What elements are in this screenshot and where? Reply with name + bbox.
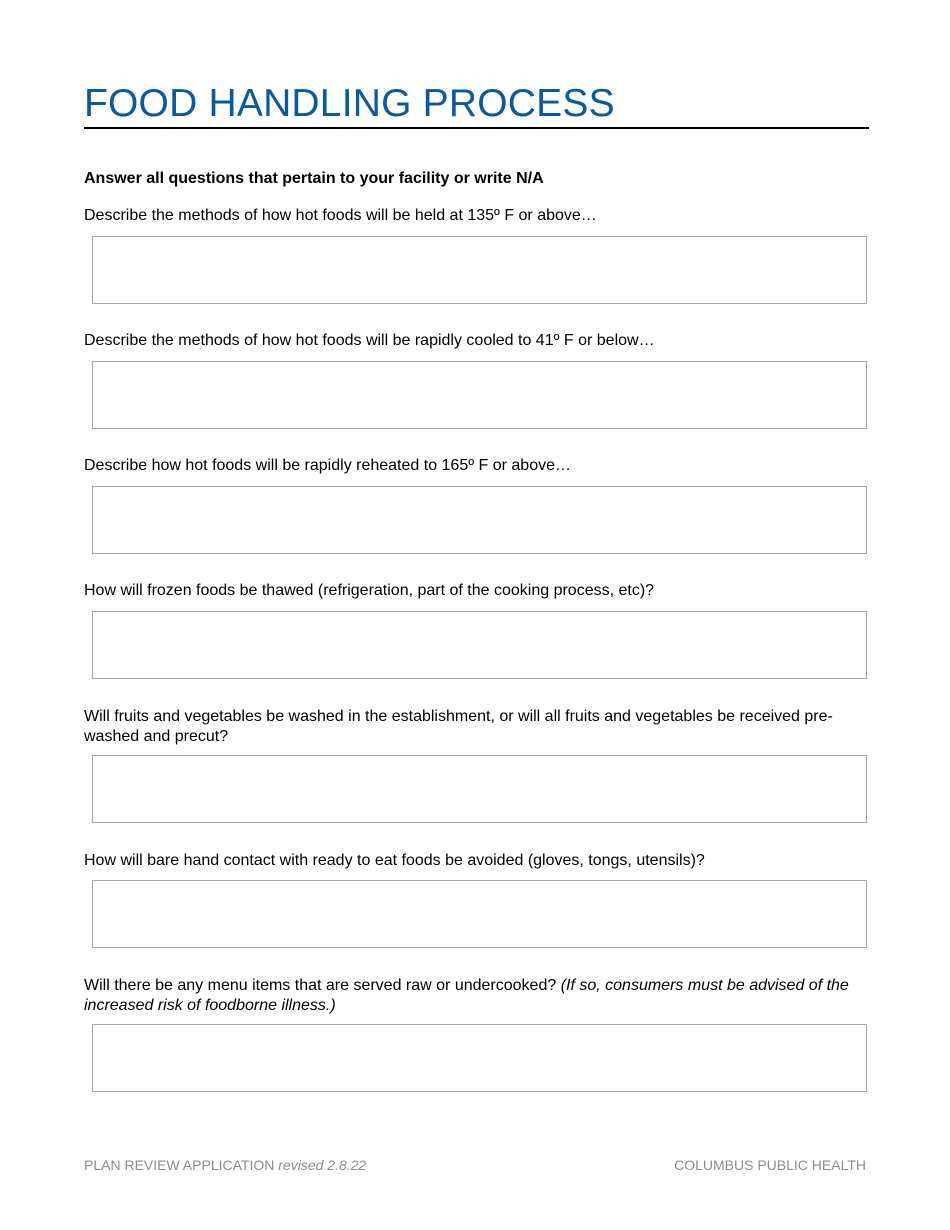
question-produce-washing: [84, 707, 869, 747]
question-label: Will fruits and vegetables be washed in the establishment, or will all fruits and vegetables be received pre-washed and precut?: [84, 708, 833, 745]
question-label: Describe how hot foods will be rapidly reheated to 165º F or above…: [84, 457, 571, 474]
footer-organization: COLUMBUS PUBLIC HEALTH: [674, 1157, 866, 1173]
question-bare-hand-contact: [84, 851, 869, 871]
footer-revision: revised 2.8.22: [278, 1157, 367, 1173]
footer-form-name: [84, 1156, 366, 1174]
question-label: How will bare hand contact with ready to eat foods be avoided (gloves, tongs, utensils)?: [84, 852, 705, 869]
question-text: Will there be any menu items that are served raw or undercooked?: [84, 977, 561, 994]
question-hot-holding: [84, 206, 869, 226]
question-label: [84, 976, 869, 1016]
consumer-advisory-note: (If so, consumers must be advised of the increased risk of foodborne illness.): [84, 977, 849, 1014]
question-cooling: [84, 331, 869, 351]
question-thawing: [84, 581, 869, 601]
answer-field-raw-undercooked[interactable]: [92, 1024, 867, 1092]
instruction-text: Answer all questions that pertain to your facility or write N/A: [84, 170, 544, 187]
question-label: Describe the methods of how hot foods will be rapidly cooled to 41º F or below…: [84, 332, 655, 349]
question-reheating: [84, 456, 869, 476]
answer-field-reheating[interactable]: [92, 486, 867, 554]
answer-field-bare-hand-contact[interactable]: [92, 880, 867, 948]
title-divider: [84, 127, 869, 129]
page-title: FOOD HANDLING PROCESS: [84, 82, 615, 125]
answer-field-thawing[interactable]: [92, 611, 867, 679]
question-label: Describe the methods of how hot foods will be held at 135º F or above…: [84, 207, 597, 224]
footer-form-label: PLAN REVIEW APPLICATION: [84, 1157, 275, 1173]
question-label: How will frozen foods be thawed (refrigeration, part of the cooking process, etc)?: [84, 582, 655, 599]
answer-field-produce-washing[interactable]: [92, 755, 867, 823]
answer-field-hot-holding[interactable]: [92, 236, 867, 304]
question-raw-undercooked: [84, 976, 869, 1016]
answer-field-cooling[interactable]: [92, 361, 867, 429]
